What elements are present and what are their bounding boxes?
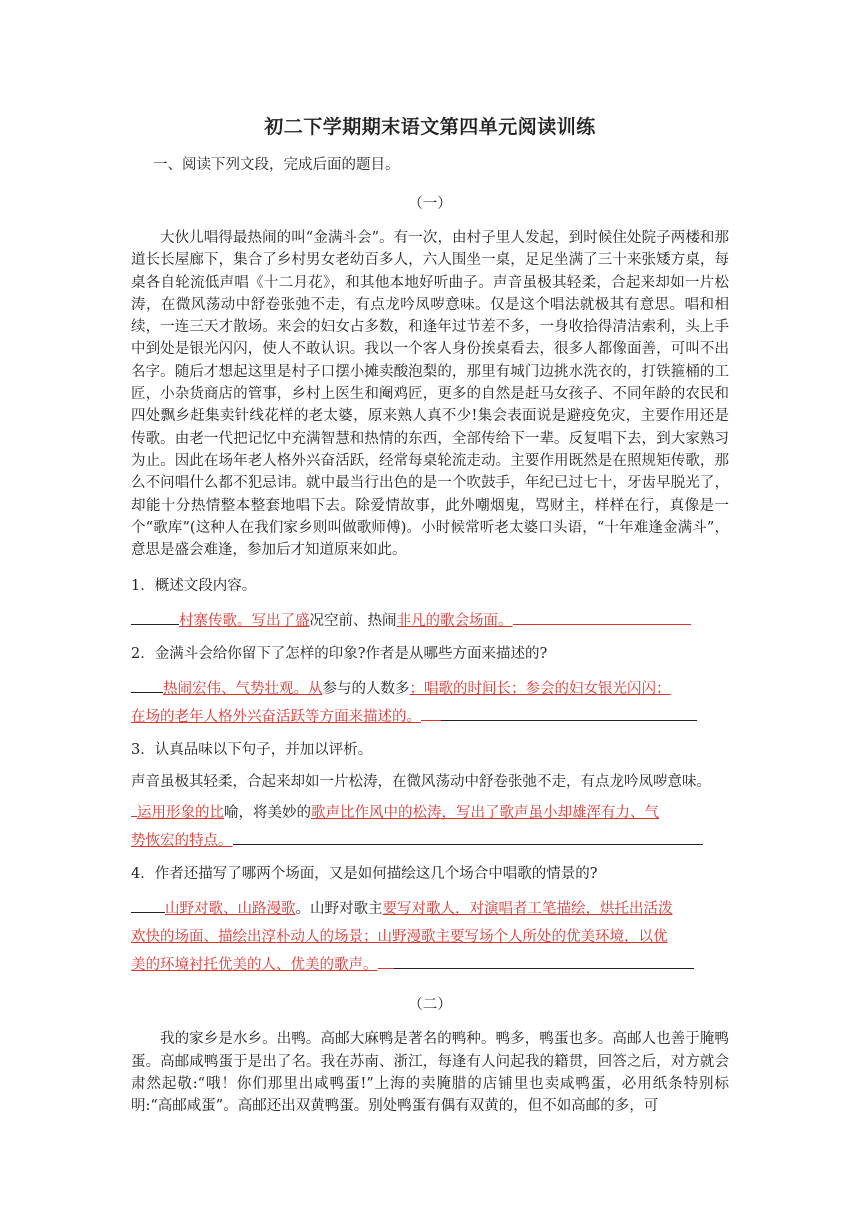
blank-line	[233, 827, 703, 845]
section-one-label: （一）	[408, 196, 452, 212]
passage-two: 我的家乡是水乡。出鸭。高邮大麻鸭是著名的鸭种。鸭多，鸭蛋也多。高邮人也善于腌鸭蛋。高邮咸鸭蛋于是出了名。我在苏南、浙江，每逢有人问起我的籍贯，回答之后，对方就会肃然起敬:“哦！你们那里出咸鸭蛋!”上海的卖腌腊的店铺里也卖咸鸭蛋，必用纸条特别标明:“高邮咸蛋”。高邮还出双黄鸭蛋。别处鸭蛋有偶有双黄的，但不如高邮的多，可	[131, 1031, 729, 1115]
answer-1-black: 况空前、热闹	[309, 613, 397, 630]
instruction: 一、阅读下列文段，完成后面的题目。	[153, 157, 400, 173]
answer-2-black: 参与的人数多	[322, 681, 410, 698]
passage-one: 大伙儿唱得最热闹的叫“金满斗会”。有一次，由村子里人发起，到时候住处院子两楼和那道长长屋廊下，集合了乡村男女老幼百多人，六人围坐一桌，足足坐满了三十来张矮方桌，每桌各自轮流低声唱《十二月花》，和其他本地好听曲子。声音虽极其轻柔，合起来却如一片松涛，在微风荡动中舒卷张弛不走，有点龙吟凤哕意味。仅是这个唱法就极其有意思。唱和相续，一连三天才散场。来会的妇女占多数，和逢年过节差不多，一身收拾得清洁索利，头上手中到处是银光闪闪，使人不敢认识。我以一个客人身份挨桌看去，很多人都像面善，可叫不出名字。随后才想起这里是村子口摆小摊卖酸泡梨的，那里有城门边挑水洗衣的，打铁箍桶的工匠，小杂货商店的管事，乡村上医生和阉鸡匠，更多的自然是赶马女孩子、不同年龄的农民和四处飘乡赶集卖针线花样的老太婆，原来熟人真不少!集会表面说是避疫免灾，主要作用还是传歌。由老一代把记忆中充满智慧和热情的东西，全部传给下一辈。反复唱下去，到大家熟习为止。因此在场年老人格外兴奋活跃，经常每桌轮流走动。主要作用既然是在照规矩传歌，那么不问唱什么都不犯忌讳。就中最当行出色的是一个吹鼓手，年纪已过七十，牙齿早脱光了，却能十分热情整本整套地唱下去。除爱情故事，此外嘲烟鬼，骂财主，样样在行，真像是一个“歌库”(这种人在我们家乡则叫做歌师傅)。小时候常听老太婆口头语，“十年难逢金满斗”，意思是盛会难逢，参加后才知道原来如此。	[131, 230, 729, 559]
blank-line	[394, 951, 694, 969]
question-4: 4．作者还描写了哪两个场面，又是如何描绘这几个场合中唱歌的情景的?	[131, 866, 598, 883]
question-3: 3．认真品味以下句子，并加以评析。	[131, 742, 373, 759]
answer-4-red-d: 美的环境衬托优美的人、优美的歌声。	[131, 957, 378, 974]
question-1: 1．概述文段内容。	[131, 578, 257, 595]
blank-line	[131, 607, 179, 625]
answer-2	[131, 675, 729, 731]
blank-line	[378, 951, 394, 969]
blank-line	[131, 675, 163, 693]
blank-line	[513, 607, 691, 625]
question-3-quote: 声音虽极其轻柔，合起来却如一片松涛，在微风荡动中舒卷张弛不走，有点龙吟凤哕意味。	[131, 774, 711, 791]
answer-4-red-a: 山野对歌、山路漫歌	[165, 901, 296, 918]
answer-2-red-a: 热闹宏伟、气势壮观。从	[163, 681, 323, 698]
page-title: 初二下学期期末语文第四单元阅读训练	[264, 116, 596, 138]
answer-3-red-a: 运用形象的比	[137, 805, 224, 822]
document-body	[131, 112, 729, 1132]
blank-line	[421, 703, 441, 721]
answer-4	[131, 895, 729, 979]
answer-3	[131, 799, 729, 855]
answer-1-red-a: 村寨传歌。写出了盛	[179, 613, 310, 630]
answer-1	[131, 607, 729, 635]
answer-2-red-b: ；唱歌的时间长；参会的妇女银光闪闪；	[409, 681, 671, 698]
blank-line	[441, 703, 697, 721]
answer-1-red-b: 非凡的歌会场面。	[396, 613, 513, 630]
question-2: 2．金满斗会给你留下了怎样的印象?作者是从哪些方面来描述的?	[131, 646, 548, 663]
section-two-label: （二）	[408, 997, 452, 1014]
answer-3-red-b: 歌声比作风中的松涛，写出了歌声虽小却雄浑有力、气	[311, 805, 659, 822]
blank-line	[131, 895, 165, 913]
answer-4-red-c: 欢快的场面、描绘出淳朴动人的场景；山野漫歌主要写场个人所处的优美环境，以优	[131, 929, 668, 946]
answer-3-black: 喻，将美妙的	[224, 805, 311, 822]
answer-3-red-c: 势恢宏的特点。	[131, 833, 233, 850]
answer-2-red-c: 在场的老年人格外兴奋活跃等方面来描述的。	[131, 709, 421, 726]
answer-4-red-b: 要写对歌人，对演唱者工笔描绘，烘托出活泼	[382, 901, 673, 918]
answer-4-black: 。山野对歌主	[295, 901, 383, 918]
